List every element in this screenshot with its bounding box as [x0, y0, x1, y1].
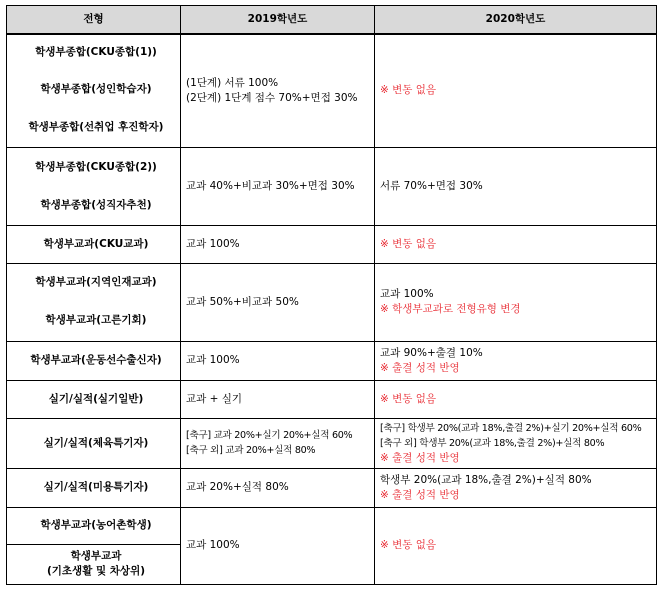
- cell-2020: [375, 468, 657, 507]
- type-cell: 학생부종합(선취업 후진학자): [7, 109, 181, 147]
- type-line: 학생부교과: [70, 550, 122, 562]
- type-cell: 학생부종합(성인학습자): [7, 70, 181, 109]
- type-cell: 실기/실적(미용특기자): [7, 468, 181, 507]
- type-cell: [7, 544, 181, 584]
- cell-line: 서류 70%+면접 30%: [380, 179, 483, 192]
- cell-2019: [181, 418, 375, 468]
- cell-2020: [375, 507, 657, 584]
- type-cell: 학생부종합(CKU종합(2)): [7, 147, 181, 187]
- change-note: ※ 출결 성적 반영: [380, 361, 460, 374]
- type-cell: 학생부교과(농어촌학생): [7, 507, 181, 544]
- cell-2019: [181, 147, 375, 225]
- cell-2020: [375, 418, 657, 468]
- cell-line: 교과 100%: [186, 237, 240, 250]
- table-row: [7, 418, 657, 468]
- change-note: ※ 출결 성적 반영: [380, 488, 460, 501]
- cell-2020: [375, 263, 657, 341]
- table-row: [7, 263, 657, 301]
- header-type: 전형: [7, 6, 181, 35]
- cell-2019: [181, 34, 375, 147]
- table-row: [7, 225, 657, 263]
- type-cell: 학생부교과(운동선수출신자): [7, 341, 181, 380]
- table-row: [7, 147, 657, 187]
- table-row: [7, 507, 657, 544]
- change-note: ※ 출결 성적 반영: [380, 451, 460, 464]
- cell-line: (1단계) 서류 100%: [186, 76, 279, 89]
- no-change-note: ※ 변동 없음: [380, 392, 437, 405]
- table-row: [7, 468, 657, 507]
- type-line: (기초생활 및 차상위): [46, 565, 146, 577]
- cell-2019: [181, 263, 375, 341]
- cell-2020: [375, 225, 657, 263]
- cell-2019: [181, 225, 375, 263]
- cell-line: 교과 20%+실적 80%: [186, 481, 289, 493]
- table-row: [7, 34, 657, 70]
- type-cell: 학생부교과(지역인재교과): [7, 263, 181, 301]
- cell-2019: [181, 507, 375, 584]
- cell-line: [축구 외] 학생부 20%(교과 18%,출결 2%)+실적 80%: [380, 437, 605, 449]
- cell-line: 교과 40%+비교과 30%+면접 30%: [186, 179, 355, 192]
- header-2019: 2019학년도: [181, 6, 375, 35]
- cell-2020: [375, 34, 657, 147]
- type-cell: 학생부종합(CKU종합(1)): [7, 34, 181, 70]
- type-cell: 실기/실적(체육특기자): [7, 418, 181, 468]
- no-change-note: ※ 변동 없음: [380, 84, 437, 97]
- cell-line: 교과 100%: [186, 539, 240, 551]
- cell-2020: [375, 380, 657, 418]
- cell-2020: [375, 147, 657, 225]
- cell-line: (2단계) 1단계 점수 70%+면접 30%: [186, 91, 358, 104]
- cell-line: [축구] 교과 20%+실기 20%+실적 60%: [186, 430, 353, 441]
- change-note: ※ 학생부교과로 전형유형 변경: [380, 303, 521, 315]
- cell-line: 교과 100%: [380, 288, 434, 300]
- type-cell: 학생부교과(고른기회): [7, 301, 181, 341]
- type-cell: 실기/실적(실기일반): [7, 380, 181, 418]
- no-change-note: ※ 변동 없음: [380, 539, 437, 551]
- cell-line: 교과 + 실기: [186, 392, 243, 405]
- cell-line: 교과 100%: [186, 354, 240, 366]
- cell-2019: [181, 380, 375, 418]
- table-row: [7, 380, 657, 418]
- cell-line: [축구] 학생부 20%(교과 18%,출결 2%)+실기 20%+실적 60%: [380, 422, 642, 434]
- header-2020: 2020학년도: [375, 6, 657, 35]
- cell-2019: [181, 468, 375, 507]
- type-cell: 학생부교과(CKU교과): [7, 225, 181, 263]
- cell-line: 교과 90%+출결 10%: [380, 346, 483, 359]
- admission-comparison-table: [6, 5, 657, 585]
- cell-line: [축구 외] 교과 20%+실적 80%: [186, 445, 316, 456]
- cell-2019: [181, 341, 375, 380]
- no-change-note: ※ 변동 없음: [380, 237, 437, 250]
- table-row: [7, 341, 657, 380]
- cell-2020: [375, 341, 657, 380]
- cell-line: 학생부 20%(교과 18%,출결 2%)+실적 80%: [380, 473, 592, 486]
- header-row: [7, 6, 657, 35]
- cell-line: 교과 50%+비교과 50%: [186, 295, 299, 308]
- type-cell: 학생부종합(성직자추천): [7, 187, 181, 225]
